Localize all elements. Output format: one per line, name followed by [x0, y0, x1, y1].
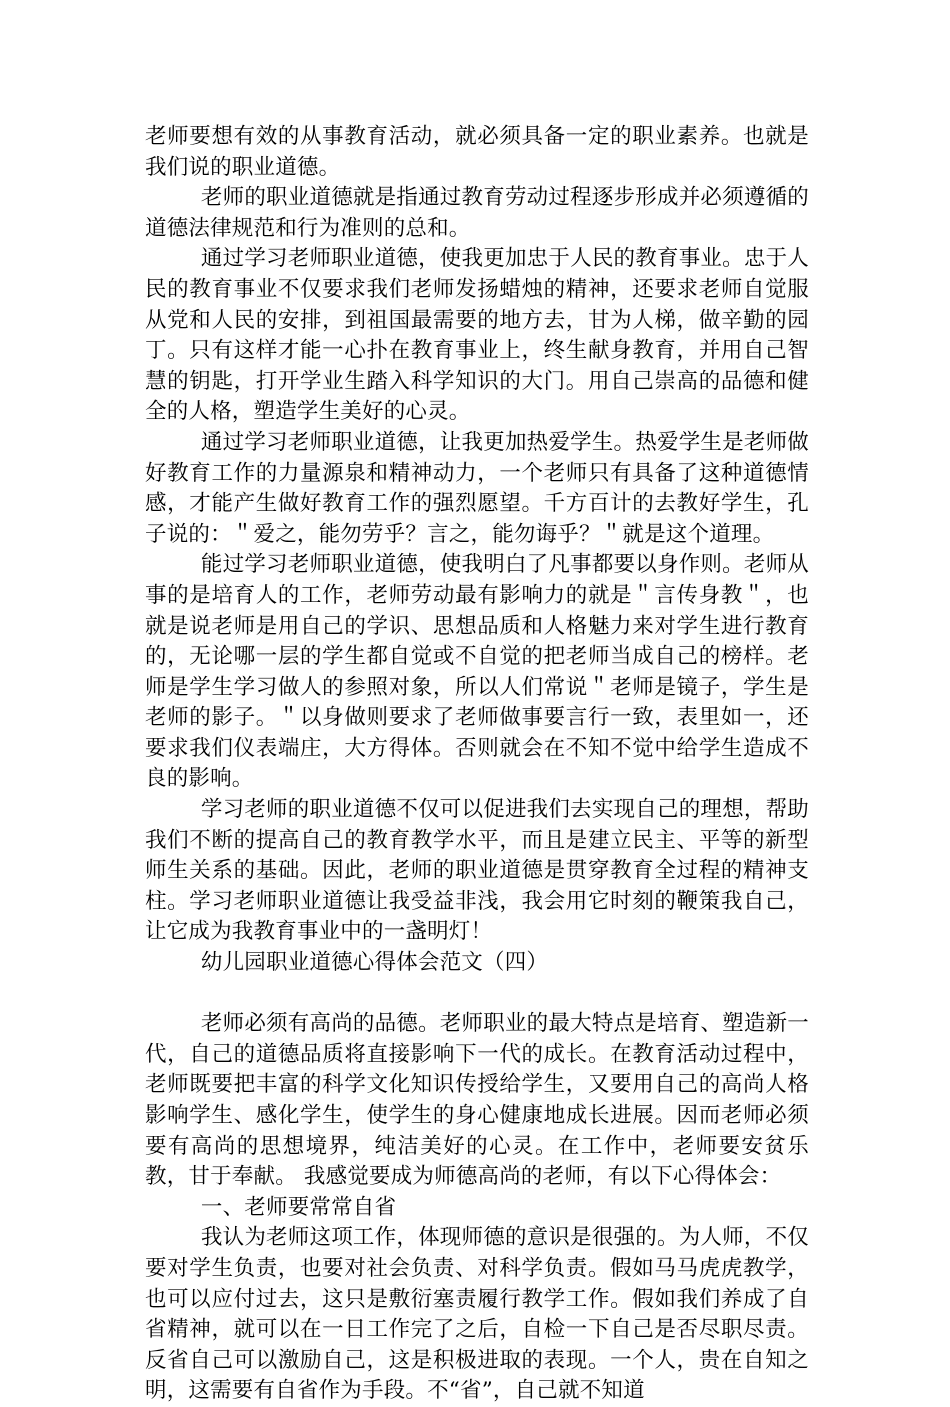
paragraph-2: 老师的职业道德就是指通过教育劳动过程逐步形成并必须遵循的道德法律规范和行为准则的总和。: [145, 185, 809, 241]
blank-line: [145, 979, 809, 1010]
paragraph-1: 老师要想有效的从事教育活动，就必须具备一定的职业素养。也就是我们说的职业道德。: [145, 124, 809, 180]
paragraph-6: 学习老师的职业道德不仅可以促进我们去实现自己的理想，帮助我们不断的提高自己的教育教学水平，而且是建立民主、平等的新型师生关系的基础。因此，老师的职业道德是贯穿教育全过程的精神支柱。学习老师职业道德让我受益非浅，我会用它时刻的鞭策我自己，让它成为我教育事业中的一盏明灯！: [145, 797, 809, 945]
paragraph-5: 能过学习老师职业道德，使我明白了凡事都要以身作则。老师从事的是培育人的工作，老师劳动最有影响力的就是＂言传身教＂，也就是说老师是用自己的学识、思想品质和人格魅力来对学生进行教育的，无论哪一层的学生都自觉或不自觉的把老师当成自己的榜样。老师是学生学习做人的参照对象，所以人们常说＂老师是镜子，学生是老师的影子。＂以身做则要求了老师做事要言行一致，表里如一，还要求我们仪表端庄，大方得体。否则就会在不知不觉中给学生造成不良的影响。: [145, 552, 809, 792]
subsection-heading: 一、老师要常常自省: [200, 1194, 397, 1220]
paragraph-4: 通过学习老师职业道德，让我更加热爱学生。热爱学生是老师做好教育工作的力量源泉和精神动力，一个老师只有具备了这种道德情感，才能产生做好教育工作的强烈愿望。千方百计的去教好学生，孔子说的：＂爱之，能勿劳乎？言之，能勿诲乎？＂就是这个道理。: [145, 429, 809, 547]
paragraph-7: 老师必须有高尚的品德。老师职业的最大特点是培育、塑造新一代，自己的道德品质将直接影响下一代的成长。在教育活动过程中，老师既要把丰富的科学文化知识传授给学生，又要用自己的高尚人格影响学生、感化学生，使学生的身心健康地成长进展。因而老师必须要有高尚的思想境界，纯洁美好的心灵。在工作中，老师要安贫乐教，甘于奉献。 我感觉要成为师德高尚的老师，有以下心得体会：: [145, 1011, 809, 1190]
paragraph-3: 通过学习老师职业道德，使我更加忠于人民的教育事业。忠于人民的教育事业不仅要求我们老师发扬蜡烛的精神，还要求老师自觉服从党和人民的安排，到祖国最需要的地方去，甘为人梯，做辛勤的园丁。只有这样才能一心扑在教育事业上，终生献身教育，并用自己智慧的钥匙，打开学业生踏入科学知识的大门。用自己崇高的品德和健全的人格，塑造学生美好的心灵。: [145, 246, 809, 425]
section-heading: 幼儿园职业道德心得体会范文（四）: [200, 950, 549, 976]
paragraph-8: 我认为老师这项工作，体现师德的意识是很强的。为人师，不仅要对学生负责，也要对社会负责、对科学负责。假如马马虎虎教学，也可以应付过去，这只是敷衍塞责履行教学工作。假如我们养成了自省精神，就可以在一日工作完了之后，自检一下自己是否尽职尽责。反省自己可以激励自己，这是积极进取的表现。一个人，贵在自知之明，这需要有自省作为手段。不“省”，自己就不知道: [145, 1225, 809, 1404]
document-body: [145, 122, 809, 1407]
